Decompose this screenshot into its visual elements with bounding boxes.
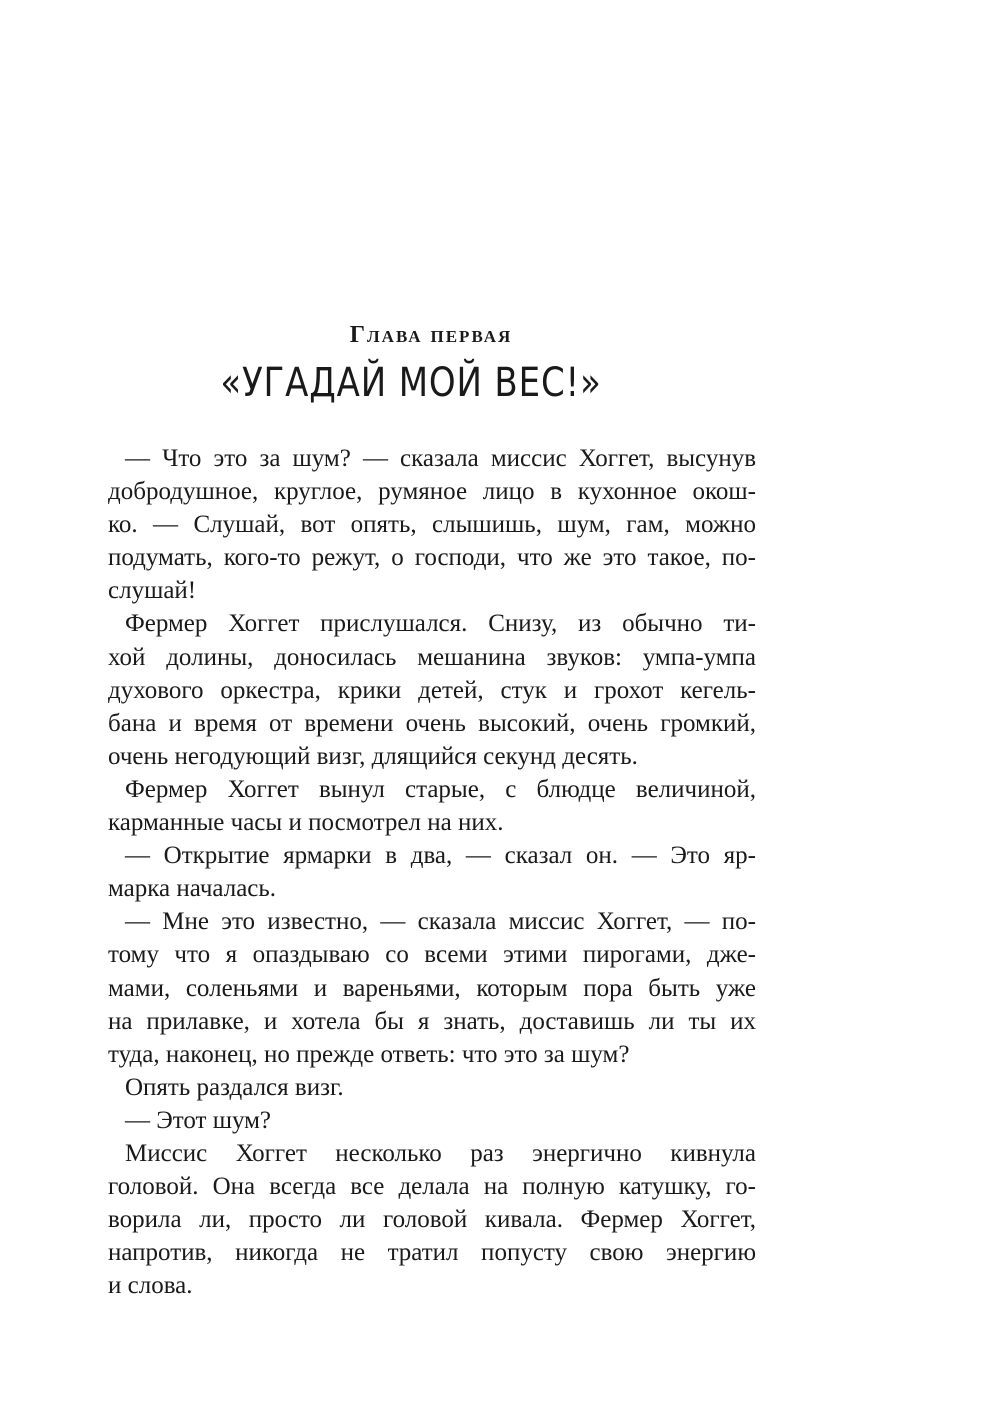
text-line: туда, наконец, но прежде ответь: что это за шум? [108, 1040, 630, 1068]
text-line: — Открытие ярмарки в два, — сказал он. — Это яр- [125, 842, 756, 870]
text-line: ко. — Слушай, вот опять, слышишь, шум, гам, можно [108, 511, 756, 539]
text-line: Фермер Хоггет вынул старые, с блюдце величиной, [125, 775, 756, 803]
text-line: мами, соленьями и вареньями, которым пора быть уже [108, 974, 756, 1002]
text-line: — Этот шум? [125, 1106, 272, 1134]
text-line: добродушное, круглое, румяное лицо в кухонное окош- [108, 478, 756, 506]
text-line: очень негодующий визг, длящийся секунд десять. [108, 742, 638, 770]
text-line: марка началась. [108, 875, 277, 903]
text-line: Фермер Хоггет прислушался. Снизу, из обычно ти- [125, 610, 756, 638]
text-line: ворила ли, просто ли головой кивала. Фермер Хоггет, [108, 1206, 756, 1234]
text-line: карманные часы и посмотрел на них. [108, 809, 504, 837]
text-line: напротив, никогда не тратил попусту свою энергию [108, 1239, 756, 1267]
text-line: Миссис Хоггет несколько раз энергично кивнула [125, 1139, 756, 1167]
text-line: головой. Она всегда все делала на полную катушку, го- [108, 1173, 756, 1201]
text-line: тому что я опаздываю со всеми этими пирогами, дже- [108, 941, 756, 969]
text-line: и слова. [108, 1272, 193, 1300]
text-line: слушай! [108, 577, 197, 605]
text-line: — Что это за шум? — сказала миссис Хоггет, высунув [125, 445, 756, 472]
text-line: на прилавке, и хотела бы я знать, доставишь ли ты их [108, 1007, 756, 1035]
body-text [108, 442, 756, 1302]
chapter-title: «УГАДАЙ МОЙ ВЕС!» [220, 360, 602, 406]
text-line: подумать, кого-то режут, о господи, что же это такое, по- [108, 544, 756, 572]
chapter-label: Глава первая [349, 322, 513, 348]
text-line: Опять раздался визг. [125, 1073, 344, 1101]
text-line: хой долины, доносилась мешанина звуков: умпа-умпа [108, 643, 756, 671]
text-line: — Мне это известно, — сказала миссис Хоггет, — по- [125, 908, 756, 936]
text-line: бана и время от времени очень высокий, очень громкий, [108, 709, 756, 737]
text-line: духового оркестра, крики детей, стук и грохот кегель- [108, 676, 756, 704]
